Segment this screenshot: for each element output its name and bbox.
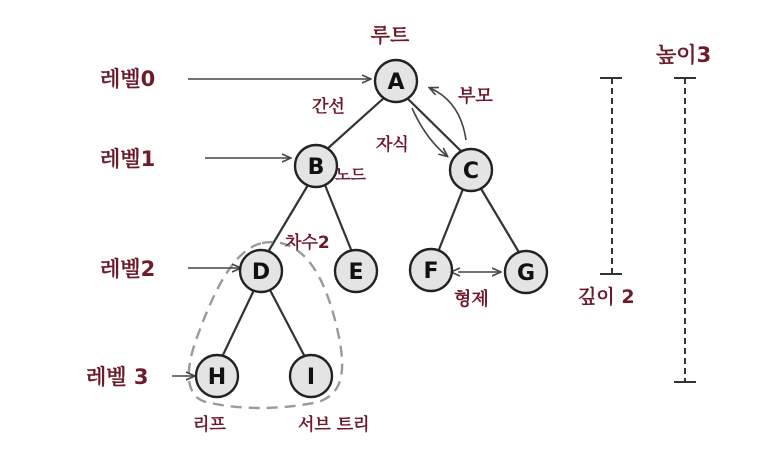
- node-G: [505, 251, 547, 293]
- level2-label: 레벨2: [100, 257, 156, 281]
- level3-label: 레벨 3: [86, 365, 149, 389]
- svg-text:A: A: [387, 70, 405, 95]
- node-H: [196, 355, 238, 397]
- svg-text:D: D: [251, 260, 271, 285]
- depth-label: 깊이 2: [578, 286, 635, 308]
- svg-text:G: G: [516, 261, 536, 286]
- node-C: [450, 149, 492, 191]
- edge-C-G: [480, 187, 520, 254]
- edge-D-H: [222, 290, 254, 357]
- edge-label: 간선: [312, 97, 345, 117]
- node-I: [290, 355, 332, 397]
- edge-C-F: [438, 189, 463, 252]
- level0-label: 레벨0: [100, 67, 156, 91]
- sibling-label: 형제: [454, 289, 489, 310]
- svg-text:C: C: [462, 159, 480, 184]
- edge-D-I: [270, 290, 305, 357]
- parent-label: 부모: [458, 86, 493, 107]
- svg-text:H: H: [207, 365, 227, 390]
- degree-label: 차수2: [285, 233, 330, 253]
- root-label: 루트: [370, 23, 410, 47]
- svg-text:E: E: [348, 260, 364, 285]
- level1-label: 레벨1: [100, 147, 156, 171]
- svg-text:B: B: [307, 155, 325, 180]
- node-F: [410, 249, 452, 291]
- svg-text:I: I: [306, 365, 316, 390]
- subtree-label: 서브 트리: [298, 415, 370, 435]
- svg-text:F: F: [423, 259, 439, 284]
- node-D: [240, 250, 282, 292]
- leaf-label: 리프: [193, 415, 226, 435]
- node-A: [375, 60, 417, 102]
- height-label: 높이3: [656, 43, 712, 67]
- child-label: 자식: [376, 135, 409, 155]
- node-B: [295, 145, 337, 187]
- node-E: [335, 250, 377, 292]
- node-label: 노드: [335, 165, 366, 184]
